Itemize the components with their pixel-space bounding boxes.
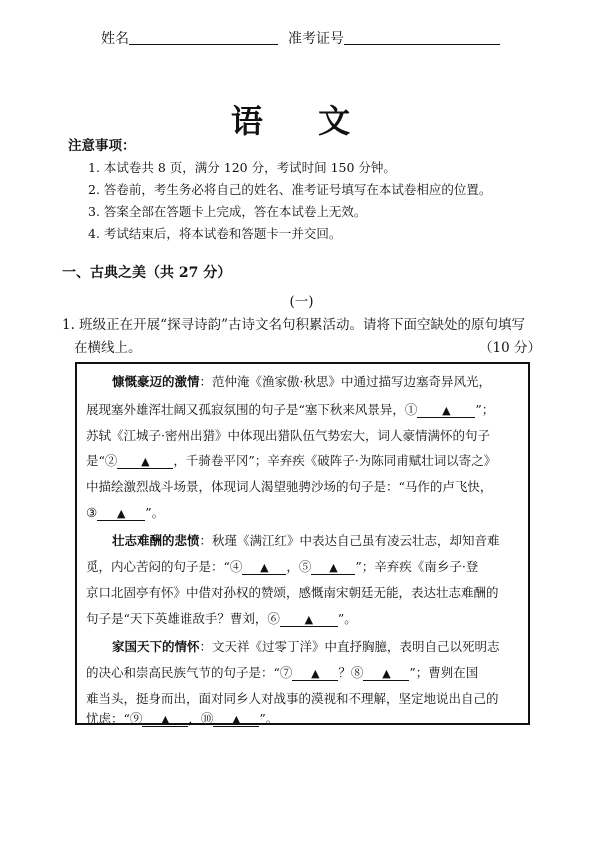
answer-blank-1[interactable] <box>417 403 475 418</box>
triangle-marker-icon: ▲ <box>260 561 269 574</box>
notice-item: 4. 考试结束后，将本试卷和答题卡一并交回。 <box>88 226 342 241</box>
answer-blank-8[interactable] <box>363 666 409 681</box>
box-line: 展现塞外雄浑壮阔又孤寂氛围的句子是“塞下秋来风景异，① ▲ ”； <box>86 402 495 417</box>
triangle-marker-icon: ▲ <box>304 613 314 626</box>
box-line: 壮志难酬的悲愤：秋瑾《满江红》中表达自己虽有凌云壮志，却知音难 <box>112 533 500 548</box>
triangle-marker-icon: ▲ <box>141 455 150 468</box>
notice-item: 2. 答卷前，考生务必将自己的姓名、准考证号填写在本试卷相应的位置。 <box>88 182 492 197</box>
box-line: 京口北固亭有怀》中借对孙权的赞颂，感慨南宋朝廷无能，表达壮志难酬的 <box>86 585 499 600</box>
box-line: 句子是“天下英雄谁敌手？曹刘，⑥ ▲ ”。 <box>86 611 357 626</box>
answer-blank-5[interactable] <box>311 560 355 575</box>
box-line: 的决心和崇高民族气节的句子是：“⑦ ▲ ？⑧ ▲ ”；曹刿在国 <box>86 665 479 680</box>
notice-heading: 注意事项： <box>68 138 136 154</box>
box-line: 忧虑：“⑨ ▲ ，⑩ ▲ ”。 <box>86 711 279 726</box>
question-score: （10 分） <box>479 340 541 356</box>
subsection-label: (一) <box>289 294 314 310</box>
question-text: 1. 班级正在开展“探寻诗韵”古诗文名句积累活动。请将下面空缺处的原句填写 <box>62 317 525 333</box>
theme-title: 壮志难酬的悲愤 <box>112 533 200 548</box>
answer-blank-3[interactable] <box>97 506 145 521</box>
box-line: 家国天下的情怀：文天祥《过零丁洋》中直抒胸臆，表明自己以死明志 <box>112 639 500 654</box>
box-line: 慷慨豪迈的激情：范仲淹《渔家傲·秋思》中通过描写边塞奇异风光， <box>112 374 491 389</box>
notice-item: 3. 答案全部在答题卡上完成，答在本试卷上无效。 <box>88 204 367 219</box>
candidate-info <box>0 28 603 50</box>
box-line: 是“② ▲ ，千骑卷平冈”；辛弃疾《破阵子·为陈同甫赋壮词以寄之》 <box>86 453 497 468</box>
box-line: 觅，内心苦闷的句子是：“④ ▲ ，⑤ ▲ ”；辛弃疾《南乡子·登 <box>86 559 479 574</box>
triangle-marker-icon: ▲ <box>382 667 391 680</box>
notice-item: 1. 本试卷共 8 页，满分 120 分，考试时间 150 分钟。 <box>88 160 396 175</box>
box-line: 难当头，挺身而出，面对同乡人对战事的漠视和不理解，坚定地说出自己的 <box>86 691 499 706</box>
answer-blank-7[interactable] <box>292 666 338 681</box>
triangle-marker-icon: ▲ <box>232 713 241 726</box>
theme-title: 家国天下的情怀 <box>112 639 200 654</box>
answer-blank-2[interactable] <box>117 454 173 469</box>
box-line: 中描绘激烈战斗场景，体现词人渴望驰骋沙场的句子是：“马作的卢飞快， <box>86 479 493 494</box>
exam-id-field[interactable] <box>344 44 500 45</box>
name-label: 姓名 <box>101 31 129 47</box>
triangle-marker-icon: ▲ <box>116 507 126 520</box>
answer-blank-4[interactable] <box>242 560 286 575</box>
question-text-cont: 在横线上。 <box>74 340 142 356</box>
page-title: 语 文 <box>230 102 373 140</box>
answer-blank-10[interactable] <box>213 712 259 727</box>
triangle-marker-icon: ▲ <box>311 667 320 680</box>
box-line: 苏轼《江城子·密州出猎》中体现出猎队伍气势宏大，词人豪情满怀的句子 <box>86 428 490 443</box>
triangle-marker-icon: ▲ <box>161 713 170 726</box>
name-field[interactable] <box>129 44 278 45</box>
theme-title: 慷慨豪迈的激情 <box>112 374 200 389</box>
exam-id-label: 准考证号 <box>288 31 344 47</box>
triangle-marker-icon: ▲ <box>442 404 451 417</box>
answer-blank-6[interactable] <box>280 612 338 627</box>
triangle-marker-icon: ▲ <box>329 561 338 574</box>
box-line: ③ ▲ ”。 <box>86 505 165 520</box>
section-heading: 一、古典之美（共 27 分） <box>62 265 232 281</box>
answer-blank-9[interactable] <box>142 712 188 727</box>
